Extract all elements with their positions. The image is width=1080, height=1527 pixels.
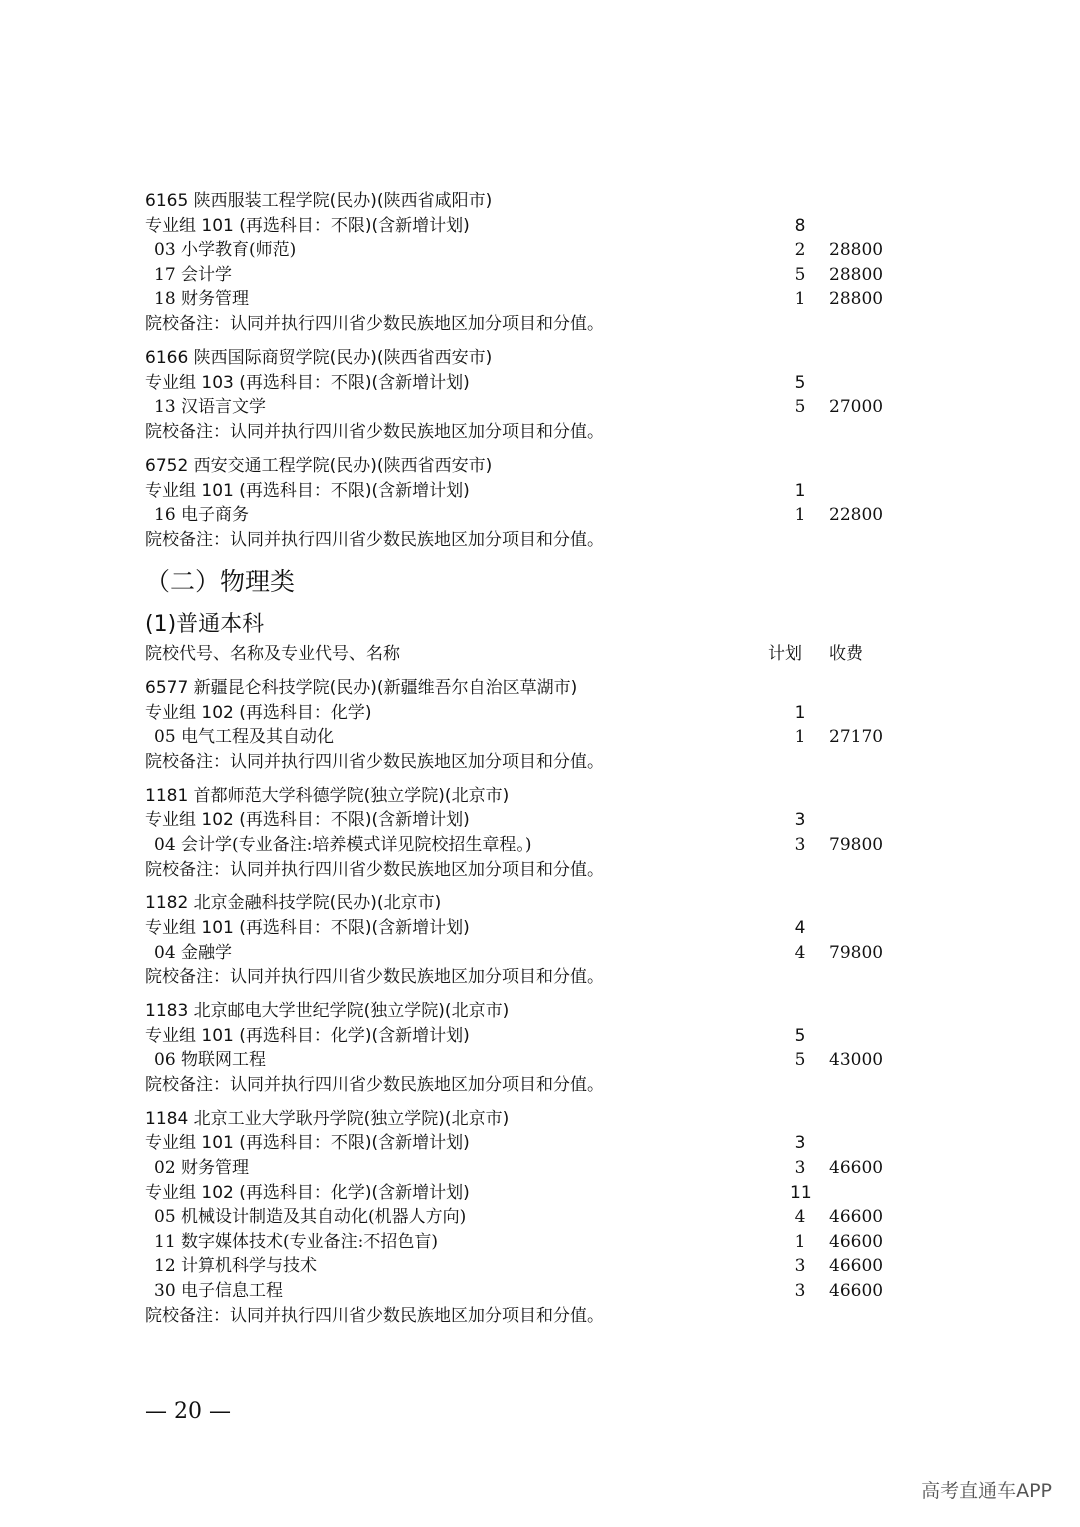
major-name: 02 财务管理	[154, 1158, 250, 1178]
group-label: 专业组 101 (再选科目：不限)(含新增计划)	[145, 1133, 470, 1153]
school-name: 6165 陕西服装工程学院(民办)(陕西省咸阳市)	[145, 191, 493, 211]
group-plan: 5	[794, 1026, 806, 1046]
major-row	[0, 1254, 1080, 1278]
note-text: 院校备注：认同并执行四川省少数民族地区加分项目和分值。	[145, 1306, 604, 1326]
major-fee: 46600	[829, 1207, 884, 1227]
note-text: 院校备注：认同并执行四川省少数民族地区加分项目和分值。	[145, 314, 604, 334]
major-plan: 1	[794, 505, 806, 525]
major-fee: 28800	[829, 289, 884, 309]
major-plan: 3	[794, 835, 806, 855]
header-plan-col: 计划	[768, 644, 802, 664]
school-name: 1181 首都师范大学科德学院(独立学院)(北京市)	[145, 786, 510, 806]
school-row	[0, 1107, 1080, 1131]
school-name: 6166 陕西国际商贸学院(民办)(陕西省西安市)	[145, 348, 493, 368]
major-name: 04 会计学(专业备注:培养模式详见院校招生章程。)	[154, 835, 532, 855]
watermark: 高考直通车APP	[921, 1480, 1052, 1502]
page-number: — 20 —	[145, 1399, 231, 1424]
school-name: 1183 北京邮电大学世纪学院(独立学院)(北京市)	[145, 1001, 510, 1021]
major-name: 12 计算机科学与技术	[154, 1256, 318, 1276]
major-plan: 3	[794, 1281, 806, 1301]
group-row	[0, 371, 1080, 395]
major-plan: 1	[794, 289, 806, 309]
note-text: 院校备注：认同并执行四川省少数民族地区加分项目和分值。	[145, 967, 604, 987]
major-fee: 79800	[829, 943, 884, 963]
major-plan: 1	[794, 1232, 806, 1252]
group-label: 专业组 103 (再选科目：不限)(含新增计划)	[145, 373, 470, 393]
major-fee: 79800	[829, 835, 884, 855]
group-plan: 1	[794, 481, 806, 501]
school-note	[0, 750, 1080, 774]
subsection-title: (1)普通本科	[145, 612, 265, 637]
group-label: 专业组 102 (再选科目：不限)(含新增计划)	[145, 810, 470, 830]
school-note	[0, 965, 1080, 989]
group-row	[0, 479, 1080, 503]
school-name: 1184 北京工业大学耿丹学院(独立学院)(北京市)	[145, 1109, 510, 1129]
header-fee-col: 收费	[829, 644, 863, 664]
note-text: 院校备注：认同并执行四川省少数民族地区加分项目和分值。	[145, 530, 604, 550]
major-row	[0, 503, 1080, 527]
major-fee: 46600	[829, 1281, 884, 1301]
group-row	[0, 916, 1080, 940]
note-text: 院校备注：认同并执行四川省少数民族地区加分项目和分值。	[145, 1075, 604, 1095]
major-row	[0, 263, 1080, 287]
school-row	[0, 189, 1080, 213]
group-label: 专业组 101 (再选科目：不限)(含新增计划)	[145, 216, 470, 236]
school-row	[0, 784, 1080, 808]
major-plan: 5	[794, 397, 806, 417]
major-plan: 1	[794, 727, 806, 747]
major-name: 18 财务管理	[154, 289, 250, 309]
major-fee: 27170	[829, 727, 884, 747]
group-row	[0, 1131, 1080, 1155]
major-fee: 27000	[829, 397, 884, 417]
group-label: 专业组 101 (再选科目：不限)(含新增计划)	[145, 481, 470, 501]
group-plan: 8	[794, 216, 806, 236]
note-text: 院校备注：认同并执行四川省少数民族地区加分项目和分值。	[145, 752, 604, 772]
table-header	[0, 642, 1080, 666]
major-row	[0, 1205, 1080, 1229]
group-row	[0, 808, 1080, 832]
major-row	[0, 941, 1080, 965]
major-plan: 4	[794, 1207, 806, 1227]
major-name: 17 会计学	[154, 265, 233, 285]
school-name: 1182 北京金融科技学院(民办)(北京市)	[145, 893, 442, 913]
group-plan: 3	[794, 810, 806, 830]
school-row	[0, 676, 1080, 700]
group-row	[0, 214, 1080, 238]
major-row	[0, 287, 1080, 311]
school-row	[0, 346, 1080, 370]
group-row	[0, 1181, 1080, 1205]
major-plan: 5	[794, 1050, 806, 1070]
major-row	[0, 395, 1080, 419]
major-row	[0, 238, 1080, 262]
major-fee: 46600	[829, 1158, 884, 1178]
major-plan: 5	[794, 265, 806, 285]
school-note	[0, 420, 1080, 444]
major-row	[0, 1279, 1080, 1303]
header-name-col: 院校代号、名称及专业代号、名称	[145, 644, 400, 664]
major-fee: 22800	[829, 505, 884, 525]
school-row	[0, 999, 1080, 1023]
group-label: 专业组 101 (再选科目：化学)(含新增计划)	[145, 1026, 470, 1046]
major-row	[0, 725, 1080, 749]
school-name: 6752 西安交通工程学院(民办)(陕西省西安市)	[145, 456, 493, 476]
group-plan: 11	[790, 1183, 812, 1203]
major-fee: 46600	[829, 1256, 884, 1276]
note-text: 院校备注：认同并执行四川省少数民族地区加分项目和分值。	[145, 860, 604, 880]
major-name: 05 机械设计制造及其自动化(机器人方向)	[154, 1207, 467, 1227]
major-name: 03 小学教育(师范)	[154, 240, 297, 260]
school-row	[0, 454, 1080, 478]
school-row	[0, 891, 1080, 915]
group-row	[0, 1024, 1080, 1048]
school-name: 6577 新疆昆仑科技学院(民办)(新疆维吾尔自治区草湖市)	[145, 678, 578, 698]
school-note	[0, 858, 1080, 882]
major-name: 16 电子商务	[154, 505, 250, 525]
school-note	[0, 312, 1080, 336]
major-name: 30 电子信息工程	[154, 1281, 284, 1301]
school-note	[0, 1073, 1080, 1097]
major-fee: 43000	[829, 1050, 884, 1070]
group-label: 专业组 102 (再选科目：化学)	[145, 703, 372, 723]
major-plan: 2	[794, 240, 806, 260]
note-text: 院校备注：认同并执行四川省少数民族地区加分项目和分值。	[145, 422, 604, 442]
major-row	[0, 1156, 1080, 1180]
group-label: 专业组 101 (再选科目：不限)(含新增计划)	[145, 918, 470, 938]
major-plan: 3	[794, 1158, 806, 1178]
major-row	[0, 833, 1080, 857]
school-note	[0, 528, 1080, 552]
group-plan: 3	[794, 1133, 806, 1153]
group-plan: 4	[794, 918, 806, 938]
major-row	[0, 1230, 1080, 1254]
major-plan: 3	[794, 1256, 806, 1276]
major-name: 04 金融学	[154, 943, 233, 963]
major-fee: 28800	[829, 265, 884, 285]
major-row	[0, 1048, 1080, 1072]
school-note	[0, 1304, 1080, 1328]
group-label: 专业组 102 (再选科目：化学)(含新增计划)	[145, 1183, 470, 1203]
group-plan: 1	[794, 703, 806, 723]
major-fee: 46600	[829, 1232, 884, 1252]
major-plan: 4	[794, 943, 806, 963]
major-name: 11 数字媒体技术(专业备注:不招色盲)	[154, 1232, 439, 1252]
major-name: 13 汉语言文学	[154, 397, 267, 417]
major-name: 05 电气工程及其自动化	[154, 727, 335, 747]
section-title: （二）物理类	[145, 567, 296, 596]
major-fee: 28800	[829, 240, 884, 260]
major-name: 06 物联网工程	[154, 1050, 267, 1070]
group-plan: 5	[794, 373, 806, 393]
group-row	[0, 701, 1080, 725]
